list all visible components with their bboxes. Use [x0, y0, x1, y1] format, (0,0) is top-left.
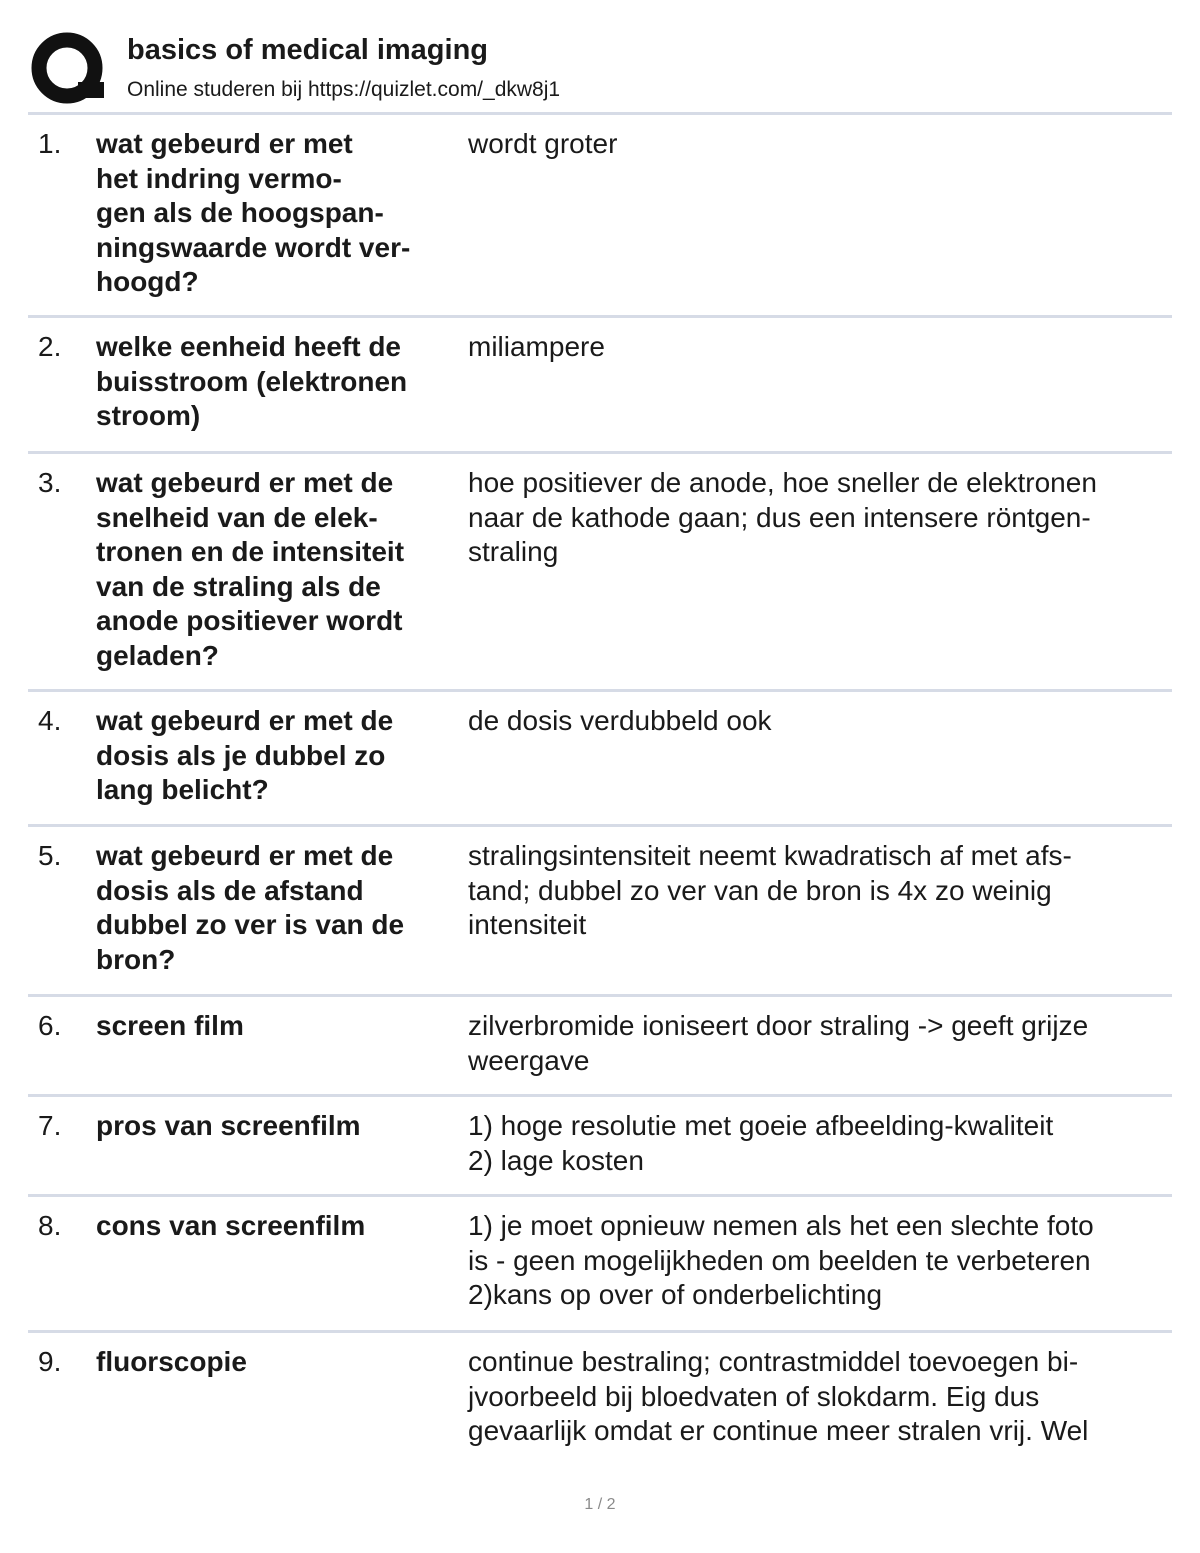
flashcard [28, 1197, 1172, 1333]
card-definition: 1) hoge resolutie met goeie afbeelding-kwaliteit 2) lage kosten [468, 1110, 1054, 1176]
card-number: 2. [38, 331, 62, 362]
card-definition: miliampere [468, 331, 605, 362]
flashcard [28, 454, 1172, 692]
card-term: wat gebeurd er met de dosis als de afstand dubbel zo ver is van de bron? [96, 840, 405, 975]
card-definition: wordt groter [468, 128, 618, 159]
card-number: 4. [38, 705, 62, 736]
card-term: screen film [96, 1010, 244, 1041]
card-term: cons van screenfilm [96, 1210, 366, 1241]
card-number: 5. [38, 840, 62, 871]
card-term: pros van screenfilm [96, 1110, 361, 1141]
page-title: basics of medical imaging [127, 34, 488, 66]
card-term: wat gebeurd er met de dosis als je dubbel zo lang belicht? [96, 705, 394, 805]
card-definition: 1) je moet opnieuw nemen als het een slechte foto is - geen mogelijkheden om beelden te verbeteren 2)kans op over of onderbelichting [468, 1210, 1094, 1310]
flashcard [28, 997, 1172, 1097]
card-term: fluorscopie [96, 1346, 247, 1377]
card-number: 7. [38, 1110, 62, 1141]
card-term: welke eenheid heeft de buisstroom (elektronen stroom) [96, 331, 408, 431]
card-term: wat gebeurd er met het indring vermo- gen als de hoogspan- ningswaarde wordt ver- hoogd? [96, 128, 411, 297]
flashcard [28, 1097, 1172, 1197]
card-definition: hoe positiever de anode, hoe sneller de elektronen naar de kathode gaan; dus een intensere röntgen- straling [468, 467, 1097, 567]
flashcard-list [28, 115, 1172, 1463]
card-term: wat gebeurd er met de snelheid van de elek- tronen en de intensiteit van de straling als de anode positiever wordt geladen? [96, 467, 405, 671]
quizlet-q-logo-icon [30, 30, 106, 106]
flashcard [28, 1333, 1172, 1463]
flashcard [28, 827, 1172, 997]
card-number: 3. [38, 467, 62, 498]
flashcard [28, 318, 1172, 454]
flashcard [28, 692, 1172, 827]
page-header [30, 30, 1172, 112]
card-number: 8. [38, 1210, 62, 1241]
page-subtitle: Online studeren bij https://quizlet.com/_dkw8j1 [127, 78, 561, 101]
card-number: 6. [38, 1010, 62, 1041]
card-number: 9. [38, 1346, 62, 1377]
card-definition: de dosis verdubbeld ook [468, 705, 772, 736]
page-indicator: 1 / 2 [584, 1496, 616, 1513]
flashcard [28, 115, 1172, 318]
card-number: 1. [38, 128, 62, 159]
card-definition: zilverbromide ioniseert door straling -> geeft grijze weergave [468, 1010, 1089, 1076]
card-definition: stralingsintensiteit neemt kwadratisch af met afs- tand; dubbel zo ver van de bron is 4x zo weinig intensiteit [468, 840, 1072, 940]
card-definition: continue bestraling; contrastmiddel toevoegen bi- jvoorbeeld bij bloedvaten of slokdarm. Eig dus gevaarlijk omdat er continue meer stralen vrij. Wel [468, 1346, 1089, 1446]
